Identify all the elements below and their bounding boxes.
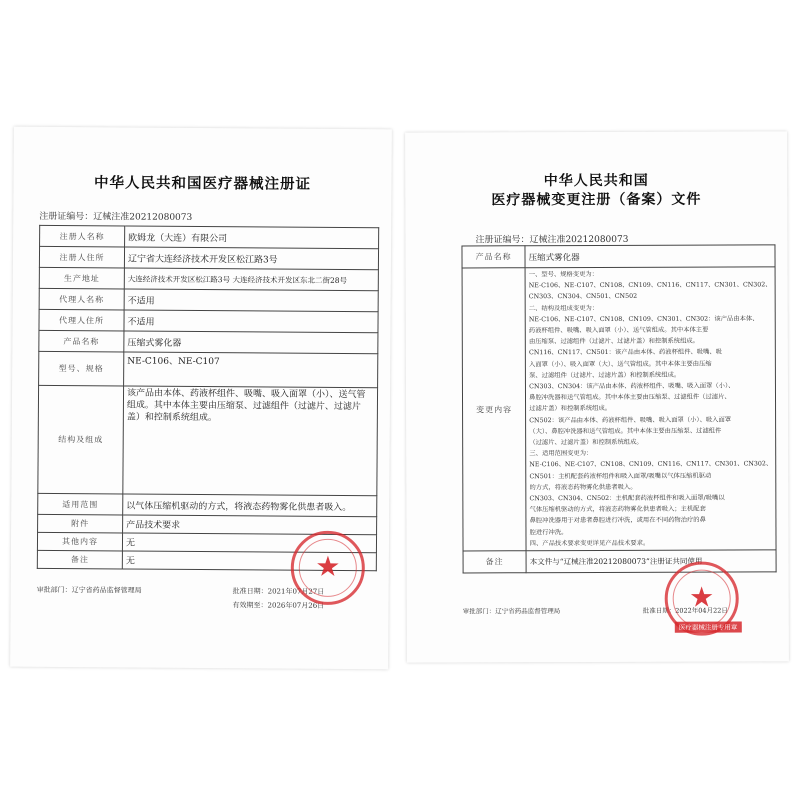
document-table	[461, 244, 776, 573]
row-label: 结构及组成	[38, 385, 124, 494]
row-label: 型号、规格	[39, 351, 124, 386]
change-line: 过滤片盖）和控制系统组成。	[529, 405, 612, 413]
row-label: 注册人名称	[40, 225, 125, 247]
certificate-table	[37, 225, 379, 571]
row-value: 辽宁省大连经济技术开发区松江路3号	[124, 247, 378, 270]
certificate-valid-until: 有效期至：2026年07月26日	[232, 601, 325, 610]
table-row	[39, 288, 378, 311]
change-line: 四、产品技术要求变更详见产品技术要求。	[529, 539, 650, 548]
change-line: 鼻腔冲洗器用于对患者鼻腔进行冲洗，或用在不同药物治疗的鼻	[529, 517, 706, 525]
change-line: 由压缩泵、过滤组件（过滤片、过滤片盖）和控制系统组成。	[528, 337, 699, 346]
row-label: 注册人住所	[39, 246, 124, 268]
change-line: CN116、CN117、CN501：该产品由本体、药液杯组件、吸嘴、吸	[528, 348, 722, 357]
document-reg-no: 注册证编号：辽械注准20212080073	[475, 234, 629, 246]
change-line: CN303、CN304、CN502：主机配套药液杯组件和吸入面罩/吸嘴以	[529, 494, 725, 503]
change-line: 二、结构及组成变更为：	[528, 304, 599, 312]
change-registration-document	[405, 131, 789, 662]
red-star-seal-icon: ★	[665, 562, 739, 636]
certificate-approve-date: 批准日期：2021年07月27日	[232, 587, 325, 596]
certificate-reg-no: 注册证编号：辽械注准20212080073	[39, 211, 193, 223]
change-label: 变更内容	[462, 268, 526, 551]
document-title-line2: 医疗器械变更注册（备案）文件	[491, 191, 702, 209]
change-line: 药液杯组件、吸嘴、吸入面罩（小）、送气管组成。其中本体主要	[528, 326, 709, 335]
change-line: 三、适用范围变更为：	[529, 450, 593, 458]
remark-label: 备注	[463, 551, 526, 573]
row-label: 代理人名称	[39, 288, 124, 310]
document-issuer: 审批部门：辽宁省药品监督管理局	[462, 607, 561, 616]
product-label: 产品名称	[462, 246, 525, 268]
row-value: 该产品由本体、药液杯组件、吸嘴、吸入面罩（小）、送气管组成。其中本体主要由压缩泵、过滤组件（过滤片、过滤片盖）和控制系统组成。	[123, 386, 378, 496]
stamp-label: 医疗器械注册专用章	[675, 621, 742, 632]
change-line: 入面罩（小）、吸入面罩（大）、送气管组成。其中本体主要由压缩	[529, 360, 712, 368]
row-value: 不适用	[124, 289, 378, 312]
row-label: 备注	[37, 550, 122, 569]
table-row	[39, 309, 378, 332]
change-line: CN303、CN304：该产品由本体、药液杯组件、吸嘴、吸入面罩（小）、	[529, 382, 735, 391]
change-line: 气体压缩机驱动的方式，将液态药物雾化供患者吸入；主机配套	[529, 505, 706, 514]
row-label: 附件	[38, 514, 123, 533]
change-line: （过滤片、过滤片盖）和控制系统组成。	[529, 438, 643, 447]
row-value: 产品技术要求	[123, 515, 377, 535]
row-value: 无	[122, 551, 376, 571]
row-value: 不适用	[124, 310, 378, 333]
change-line: 一、型号、规格变更为：	[528, 270, 599, 279]
change-line: NE-C106、NE-C107、CN108、CN109、CN116、CN117、CN301、CN302、	[529, 460, 773, 469]
change-line: 鼻腔冲洗器和送气管组成。其中本体主要由压缩泵、过滤组件（过滤片、	[529, 393, 731, 402]
table-row	[38, 385, 378, 495]
row-value: 以气体压缩机驱动的方式，将液态药物雾化供患者吸入。	[123, 494, 377, 517]
table-row	[462, 245, 775, 268]
red-star-seal-icon: ★	[291, 531, 366, 606]
row-label: 适用范围	[38, 493, 123, 515]
certificate-issuer: 审批部门：辽宁省药品监督管理局	[36, 585, 142, 595]
table-row	[39, 330, 378, 353]
document-approve-date: 批准日期：2022年04月22日	[642, 606, 728, 615]
document-title-line1: 中华人民共和国	[543, 172, 649, 190]
change-line: CN502：该产品由本体、药液杯组件、吸嘴、吸入面罩（小）、吸入面罩	[529, 416, 732, 424]
change-line: NE-C106、NE-C107、CN108、CN109、CN116、CN117、CN301、CN302、	[528, 281, 772, 290]
row-value: 压缩式雾化器	[124, 331, 378, 354]
row-value: NE-C106、NE-C107	[124, 352, 378, 388]
product-value: 压缩式雾化器	[525, 245, 775, 268]
table-row	[40, 225, 379, 248]
row-label: 其他内容	[37, 532, 122, 551]
row-label: 代理人住所	[39, 309, 124, 331]
change-line: CN303、CN304、CN501、CN502	[528, 293, 638, 301]
remark-value: 本文件与“辽械注准20212080073”注册证共同使用	[526, 550, 776, 573]
table-row	[39, 351, 378, 387]
table-row	[39, 246, 378, 269]
change-line: 腔进行冲洗。	[529, 528, 568, 536]
change-content	[525, 267, 776, 551]
change-line: NE-C106、NE-C107、CN108、CN109、CN301、CN302：该产品由本体、	[528, 315, 759, 324]
table-row	[38, 493, 377, 516]
row-label: 产品名称	[39, 330, 124, 352]
certificate-title: 中华人民共和国医疗器械注册证	[93, 174, 312, 193]
row-value: 欧姆龙（大连）有限公司	[125, 226, 379, 249]
change-line: （大）、鼻腔冲洗器和送气管组成。其中本体主要由压缩泵、过滤组件	[529, 427, 722, 436]
row-value: 大连经济技术开发区松江路3号 大连经济技术开发区东北二街28号	[124, 268, 378, 291]
change-line: CN501：主机配套药液杯组件和吸入面罩/吸嘴以气体压缩机驱动	[529, 472, 712, 480]
registration-certificate	[10, 127, 392, 670]
row-label: 生产地址	[39, 267, 124, 289]
change-line: 泵、过滤组件（过滤片、过滤片盖）和控制系统组成。	[529, 371, 681, 380]
table-row	[463, 550, 776, 573]
table-row	[462, 267, 776, 551]
row-value: 无	[122, 533, 376, 553]
change-line: 的方式，将液态药物雾化供患者吸入。	[529, 483, 637, 492]
table-row	[39, 267, 378, 290]
